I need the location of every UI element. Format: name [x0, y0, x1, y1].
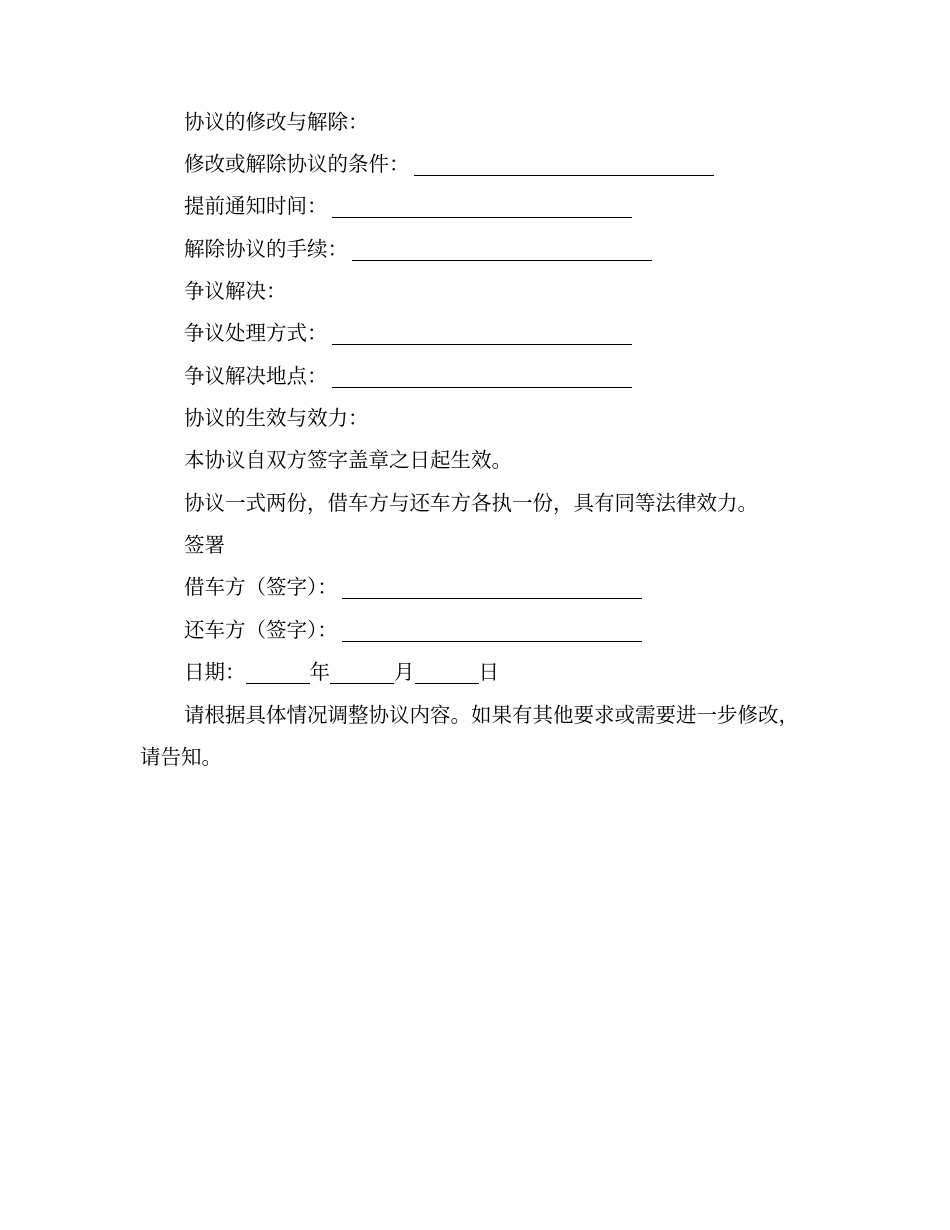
dispute-heading	[184, 276, 287, 306]
notice-label: 提前通知时间：	[184, 194, 328, 218]
conditions-line	[184, 149, 714, 179]
modification-heading	[184, 107, 369, 137]
borrower-line	[184, 572, 642, 602]
day-blank[interactable]	[415, 661, 479, 684]
procedure-line	[184, 234, 652, 264]
closing-note	[140, 694, 800, 778]
effect-line-2	[184, 488, 758, 518]
notice-blank[interactable]	[332, 195, 632, 218]
method-blank[interactable]	[332, 322, 632, 345]
returner-signature-blank[interactable]	[342, 619, 642, 642]
day-label: 日	[478, 660, 499, 684]
date-label: 日期：	[184, 660, 246, 684]
borrower-label: 借车方（签字）：	[184, 575, 338, 599]
effect-text-2: 协议一式两份，借车方与还车方各执一份，具有同等法律效力。	[184, 491, 758, 515]
effect-heading	[184, 403, 369, 433]
procedure-blank[interactable]	[352, 238, 652, 261]
returner-label: 还车方（签字）：	[184, 618, 338, 642]
date-line	[184, 657, 499, 687]
signature-heading-text: 签署	[184, 533, 225, 557]
location-blank[interactable]	[332, 365, 632, 388]
method-line	[184, 318, 632, 348]
location-label: 争议解决地点：	[184, 364, 328, 388]
borrower-signature-blank[interactable]	[342, 576, 642, 599]
year-label: 年	[309, 660, 330, 684]
modification-heading-text: 协议的修改与解除：	[184, 110, 369, 134]
effect-heading-text: 协议的生效与效力：	[184, 406, 369, 430]
month-blank[interactable]	[330, 661, 394, 684]
signature-heading	[184, 530, 225, 560]
month-label: 月	[394, 660, 415, 684]
effect-line-1	[184, 445, 512, 475]
notice-line	[184, 191, 632, 221]
returner-line	[184, 615, 642, 645]
year-blank[interactable]	[246, 661, 310, 684]
effect-text-1: 本协议自双方签字盖章之日起生效。	[184, 448, 512, 472]
conditions-label: 修改或解除协议的条件：	[184, 152, 410, 176]
procedure-label: 解除协议的手续：	[184, 237, 348, 261]
dispute-heading-text: 争议解决：	[184, 279, 287, 303]
location-line	[184, 361, 632, 391]
method-label: 争议处理方式：	[184, 321, 328, 345]
closing-note-text: 请根据具体情况调整协议内容。如果有其他要求或需要进一步修改，请告知。	[140, 703, 799, 769]
conditions-blank[interactable]	[414, 153, 714, 176]
